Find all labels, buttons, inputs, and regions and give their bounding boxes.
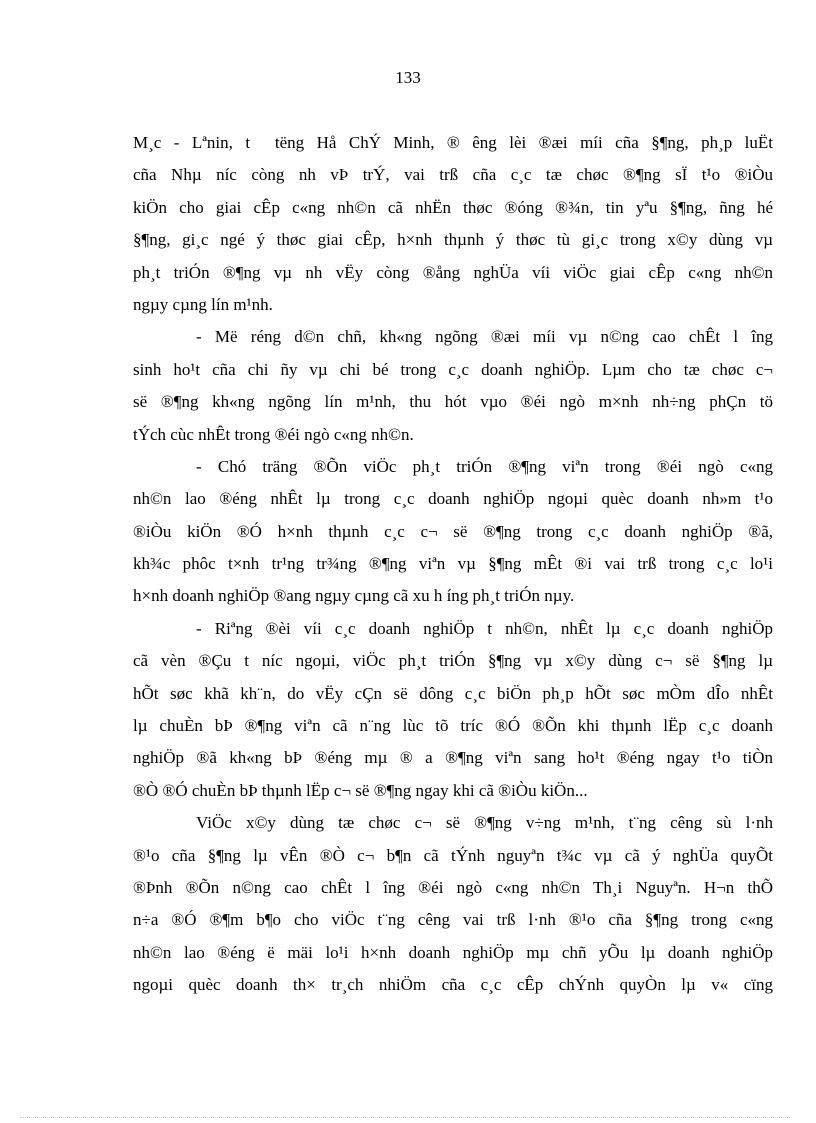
text-line: nh©n lao ®éng nhÊt lµ trong c¸c doanh nghiÖp ngoµi quèc doanh nh»m t¹o [133,489,773,509]
paragraph-5 [133,807,773,1001]
text-line: nghiÖp ®ã kh«ng bÞ ®éng mµ ® a ®¶ng viªn sang ho¹t ®éng ngay t¹o tiÒn [133,748,773,768]
paragraph-2 [133,321,773,451]
text-line: cã vèn ®Çu t níc ngoµi, viÖc ph¸t triÓn §¶ng vµ x©y dùng c¬ së §¶ng lµ [133,651,773,671]
body-text [133,127,773,1002]
text-line: ngµy cµng lín m¹nh. [133,294,273,314]
text-line: ViÖc x©y dùng tæ chøc c¬ së ®¶ng v÷ng m¹nh, t¨ng cêng sù l·nh [196,813,773,833]
text-line: hÕt søc khã kh¨n, do vËy cÇn së dông c¸c biÖn ph¸p hÕt søc mÒm dÎo nhÊt [133,683,773,703]
text-line: M¸c - Lªnin, t tëng Hå ChÝ Minh, ® êng lèi ®æi míi cña §¶ng, ph¸p luËt [133,133,773,152]
text-line: lµ chuÈn bÞ ®¶ng viªn cã n¨ng lùc tõ tríc ®Ó ®Õn khi thµnh lËp c¸c doanh [133,716,773,736]
text-line: ngoµi quèc doanh th× tr¸ch nhiÖm cña c¸c cÊp chÝnh quyÒn lµ v« cïng [133,975,773,995]
text-line: cña Nhµ níc còng nh vÞ trÝ, vai trß cña c¸c tæ chøc ®¶ng sÏ t¹o ®iÒu [133,165,773,185]
paragraph-3 [133,451,773,613]
text-line: kh¾c phôc t×nh tr¹ng tr¾ng ®¶ng viªn vµ §¶ng mÊt ®i vai trß trong c¸c lo¹i [133,554,773,574]
text-line: sinh ho¹t cña chi ñy vµ chi bé trong c¸c doanh nghiÖp. Lµm cho tæ chøc c¬ [133,359,773,379]
text-line: ®Þnh ®Õn n©ng cao chÊt l îng ®éi ngò c«ng nh©n Th¸i Nguyªn. H¬n thÕ [133,877,773,897]
paragraph-4 [133,613,773,807]
paragraph-1 [133,127,773,321]
text-line: nh©n lao ®éng ë mäi lo¹i h×nh doanh nghiÖp mµ chñ yÕu lµ doanh nghiÖp [133,942,773,962]
text-line: së ®¶ng kh«ng ngõng lín m¹nh, thu hót vµo ®éi ngò m×nh nh÷ng phÇn tö [133,392,773,412]
text-line: §¶ng, gi¸c ngé ý thøc giai cÊp, h×nh thµnh ý thøc tù gi¸c trong x©y dùng vµ [133,230,773,250]
text-line: ®iÒu kiÖn ®Ó h×nh thµnh c¸c c¬ së ®¶ng trong c¸c doanh nghiÖp ®ã, [133,521,773,541]
text-line: kiÖn cho giai cÊp c«ng nh©n cã nhËn thøc ®óng ®¾n, tin yªu §¶ng, ñng hé [133,197,773,217]
page-number: 133 [395,68,421,87]
text-line: h×nh doanh nghiÖp ®ang ngµy cµng cã xu h íng ph¸t triÓn nµy. [133,586,575,606]
text-line: - Riªng ®èi víi c¸c doanh nghiÖp t nh©n, nhÊt lµ c¸c doanh nghiÖp [196,618,773,638]
text-line: ph¸t triÓn ®¶ng vµ nh vËy còng ®ång nghÜa víi viÖc giai cÊp c«ng nh©n [133,262,773,282]
text-line: tÝch cùc nhÊt trong ®éi ngò c«ng nh©n. [133,424,414,444]
text-line: - Chó träng ®Õn viÖc ph¸t triÓn ®¶ng viªn trong ®éi ngò c«ng [196,456,773,476]
text-line: n÷a ®Ó ®¶m b¶o cho viÖc t¨ng cêng vai trß l·nh ®¹o cña §¶ng trong c«ng [133,910,773,930]
text-line: ®Ò ®Ó chuÈn bÞ thµnh lËp c¬ së ®¶ng ngay khi cã ®iÒu kiÖn... [133,780,588,800]
text-line: ®¹o cña §¶ng lµ vÊn ®Ò c¬ b¶n cã tÝnh nguyªn t¾c vµ cã ý nghÜa quyÕt [133,845,773,865]
page-bottom-divider [20,1117,790,1118]
text-line: - Më réng d©n chñ, kh«ng ngõng ®æi míi vµ n©ng cao chÊt l îng [196,327,773,347]
